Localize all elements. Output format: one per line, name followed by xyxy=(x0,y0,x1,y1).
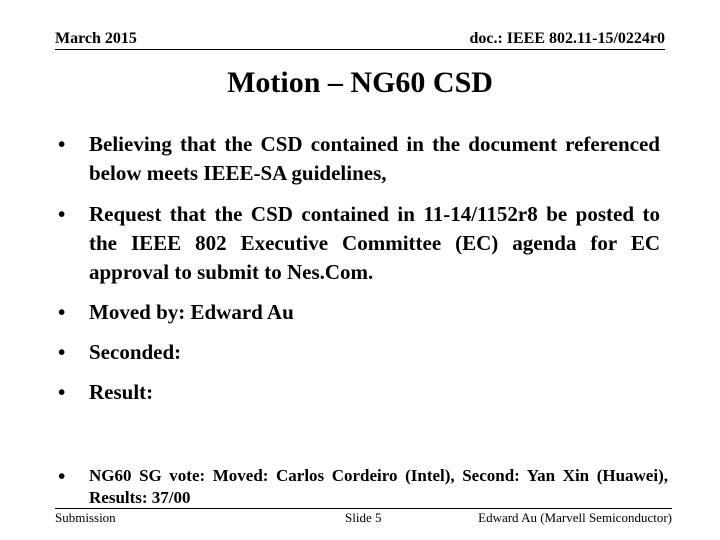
footer-author: Edward Au (Marvell Semiconductor) xyxy=(478,510,672,525)
footer-slide-number: Slide 5 xyxy=(345,510,382,525)
bullet-list xyxy=(58,130,660,407)
bullet-sg-vote: • NG60 SG vote: Moved: Carlos Cordeiro (Intel), Second: Yan Xin (Huawei), Results: 37/00 xyxy=(58,465,668,509)
footer-submission: Submission xyxy=(55,510,116,525)
bullet-moved-by: • Moved by: Edward Au xyxy=(58,298,660,327)
header-date: March 2015 xyxy=(55,30,137,47)
bullet-result: • Result: xyxy=(58,378,660,407)
bullet-request: • Request that the CSD contained in 11-14/1152r8 be posted to the IEEE 802 Executive Committee (EC) agenda for EC approval to submit to Nes.Com. xyxy=(58,200,660,287)
footer-divider xyxy=(55,508,672,509)
bullet-seconded: • Seconded: xyxy=(58,338,660,367)
header-doc-id: doc.: IEEE 802.11-15/0224r0 xyxy=(469,30,665,47)
header-divider xyxy=(55,49,665,50)
slide-title: Motion – NG60 CSD xyxy=(227,66,493,99)
bullet-believing: • Believing that the CSD contained in the document referenced below meets IEEE-SA guidelines, xyxy=(58,130,660,188)
